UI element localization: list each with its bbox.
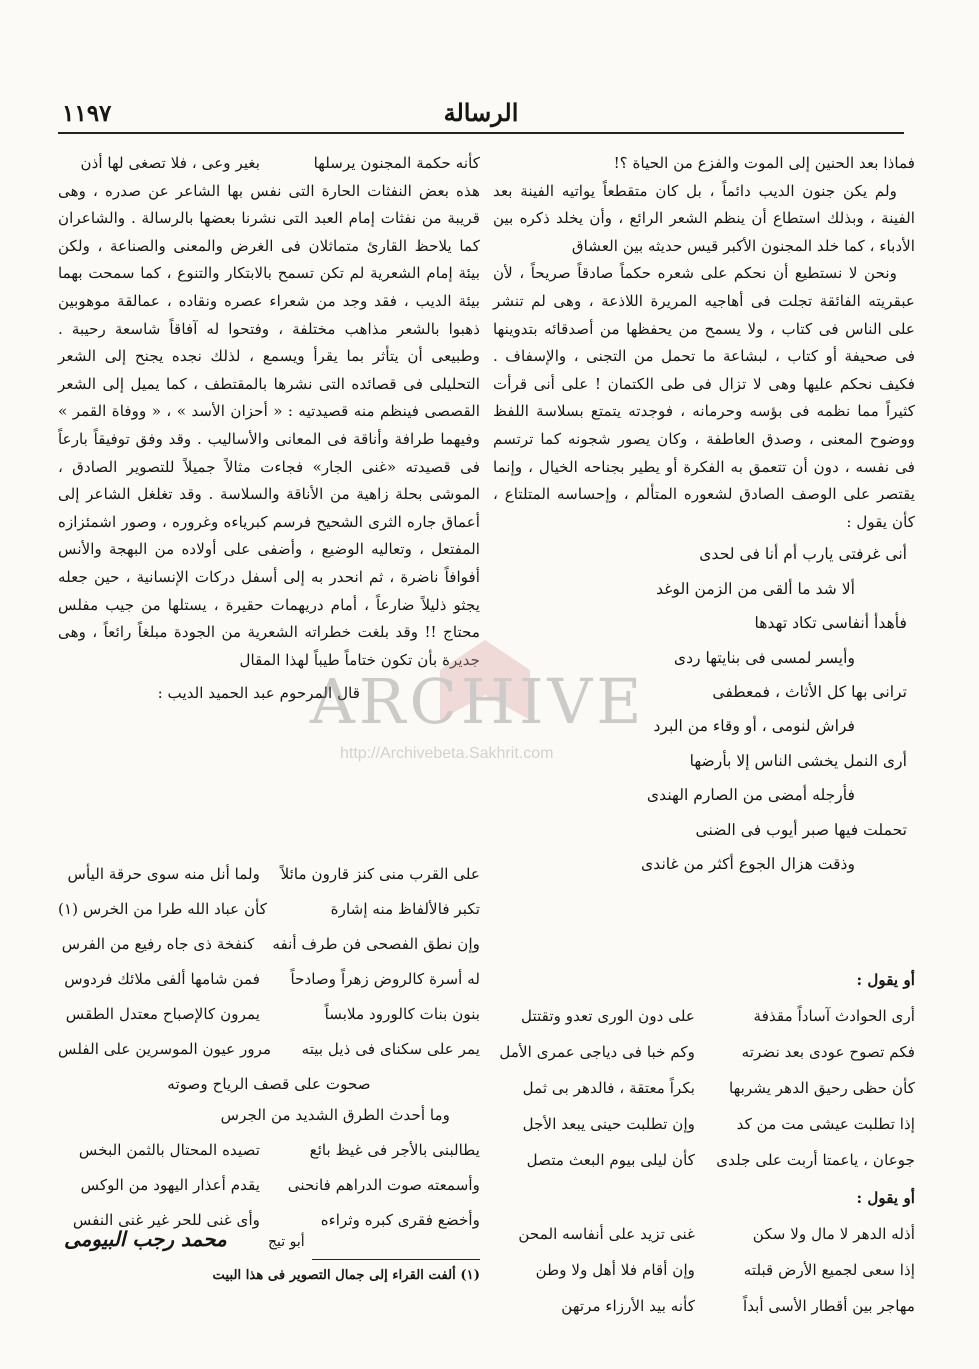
hemistich: تصيده المحتال بالثمن البخس (78, 1141, 260, 1159)
watermark-text: ARCHIVE (310, 665, 646, 738)
magazine-title: الرسالة (443, 98, 519, 127)
poem-intro: قال المرحوم عبد الحميد الديب : (157, 684, 360, 703)
signature-place: أبو تيج (268, 1234, 305, 1250)
paragraph: فماذا بعد الحنين إلى الموت والفزع من الحياة ؟! (613, 154, 915, 172)
hemistich: فكم تصوح عودى بعد نضرته (741, 1043, 915, 1061)
hemistich: يقدم أعذار اليهود من الوكس (80, 1176, 260, 1194)
hemistich: أذله الدهر لا مال ولا سكن (752, 1225, 915, 1243)
verse-line: ألا شد ما ألقى من الزمن الوغد (656, 579, 855, 598)
hemistich: وإن نطق الفصحى فن طرف أنفه (272, 935, 480, 953)
couplet (58, 1170, 480, 1201)
verse-line: وذقت هزال الجوع أكثر من غاندى (641, 854, 855, 873)
couplet (493, 1218, 915, 1250)
hemistich: مرور عيون الموسرين على الفلس (58, 1040, 272, 1058)
hemistich: فمن شامها ألفى ملائك فردوس (64, 970, 260, 988)
couplet (58, 999, 480, 1030)
verse-line: فأرجله أمضى من الصارم الهندى (646, 786, 855, 805)
verse-line: فأهدأ أنفاسى تكاد تهدها (754, 614, 907, 633)
couplet (493, 1254, 915, 1286)
couplet (58, 859, 480, 890)
right-column (493, 150, 915, 882)
verse-line: فراش لنومى ، أو وقاء من البرد (653, 717, 855, 736)
hemistich: يمر على سكناى فى ذيل بيته (301, 1040, 480, 1058)
left-column (58, 150, 480, 710)
hemistich: تكبر فالألفاظ منه إشارة (330, 900, 480, 918)
hemistich: يطالبنى بالأجر فى غيظ بائع (309, 1141, 480, 1159)
page-header (58, 96, 904, 134)
couplet (58, 150, 480, 178)
hemistich: يمرون كالإصباح معتدل الطقس (65, 1005, 260, 1023)
couplet (58, 929, 480, 960)
hemistich: بنون بنات كالورود ملابساً (324, 1005, 480, 1023)
footnote: (١) ألفت القراء إلى جمال التصوير فى هذا البيت (212, 1268, 480, 1283)
verse-line: وأيسر لمسى فى بنايتها ردى (673, 648, 855, 667)
hemistich: مهاجر بين أقطار الأسى أبداً (742, 1297, 915, 1315)
couplet (493, 1108, 915, 1140)
hemistich: كأنه حكمة المجنون يرسلها (313, 154, 480, 172)
hemistich: جوعان ، ياعمتا أربت على جلدى (716, 1151, 915, 1169)
watermark-url: http://Archivebeta.Sakhrit.com (340, 745, 554, 762)
hemistich: وأى غنى للحر غير غنى النفس (72, 1211, 260, 1229)
hemistich: بغير وعى ، فلا تصغى لها أذن (80, 154, 260, 172)
footnote-divider (312, 1259, 480, 1260)
couplet (493, 1290, 915, 1322)
poem-intro: أو يقول : (856, 971, 915, 989)
couplet (58, 1034, 480, 1065)
couplet (58, 894, 480, 925)
couplet (493, 1036, 915, 1068)
verse-line: تحملت فيها صبر أيوب فى الضنى (695, 820, 907, 839)
hemistich: إذا تطلبت عيشى مت من كد (736, 1115, 915, 1133)
paragraph: هذه بعض النفثات الحارة التى نفس بها الشاعر عن صدره ، وهى قريبة من نفثات إمام العبد التى نشرنا بعضها بالرسالة . والشاعران كما يلاحظ القارئ متماثلان فى الغرض والمعنى والصناعة ، ولكن بيئة إمام الشعرية لم تكن تسمح بالابتكار والتنوع ، كما سمحت بهما بيئة الديب ، فقد وجد من شعراء عصره ونقاده ، عمالقة موهوبين ذهبوا بالشعر مذاهب مختلفة ، وفتحوا له آفاقاً شاسعة رحيبة . وطبيعى أن يتأثر بما يقرأ ويسمع ، لذلك نجده يجنح إلى الشعر التحليلى فى قصائده التى نشرها بالمقتطف ، كما يميل إلى الشعر القصصى فينظم منه قصيدتيه : « أحزان الأسد » ، « ووفاة القمر » وفيهما طرافة وأناقة فى المعانى والأساليب . وقد وفق توفيقاً بارعاً فى قصيدته «غنى الجار» فجاءت مثالاً جميلاً للتصوير الصادق ، الموشى بحلة زاهية من الأناقة والسلاسة . وقد تغلغل الشاعر إلى أعماق جاره الثرى الشحيح فرسم كبرياءه وغروره ، وصور اشمئزازه المفتعل ، وتعاليه الوضيع ، وأضفى على أولاده من البهجة والأنس أفوافاً ناضرة ، ثم انحدر به إلى أسفل دركات الإنسانية ، حين جعله يجثو ذليلاً ضارعاً ، أمام دريهمات حقيرة ، يستلها من جيب مفلس محتاج !! وقد بلغت خطراته الشعرية من الجودة مبلغاً رائعاً ، وهى جديرة بأن تكون ختاماً طيباً لهذا المقال (58, 181, 480, 669)
hemistich: على القرب منى كنز قارون مائلاً (280, 865, 480, 883)
hemistich: وأخضع فقرى كبره وثراءه (320, 1211, 480, 1229)
hemistich: أرى الحوادث آساداً مقذفة (753, 1007, 915, 1025)
page-number: ١١٩٧ (62, 100, 112, 127)
verse-line: صحوت على قصف الرياح وصوته (167, 1075, 371, 1093)
couplet (58, 964, 480, 995)
hemistich: وكم خبا فى دياجى عمرى الأمل (499, 1043, 695, 1061)
verse-line: أنى غرفتى يارب أم أنا فى لحدى (699, 545, 907, 564)
hemistich: بكراً معتقة ، فالدهر بى ثمل (522, 1079, 695, 1097)
paragraph: ولم يكن جنون الديب دائماً ، بل كان متقطعاً يواتيه الفينة بعد الفينة ، وبذلك استطاع أن ينظم الشعر الرائع ، وأن يخلد ذكره بين الأدباء ، كما خلد المجنون الأكبر قيس حديثه بين العشاق (493, 181, 915, 255)
paragraph: ونحن لا نستطيع أن نحكم على شعره حكماً صادقاً صريحاً ، لأن عبقريته الفائقة تجلت فى أهاجيه المريرة اللاذعة ، وهى لم تنشر على الناس فى كتاب ، ولا يسمح من يحفظها من أصدقائه بتدوينها فى صحيفة أو كتاب ، لبشاعة ما تحمل من التجنى ، والإسفاف . فكيف نحكم عليها وهى لا تزال فى طى الكتمان ! على أنى قرأت كثيراً مما نظمه فى بؤسه وحرمانه ، فوجدته يتمتع بسلاسة اللفظ ووضوح المعنى ، وصدق العاطفة ، وكان يصور شجونه كما ترتسم فى نفسه ، دون أن تتعمق به الفكرة أو يطير بجناحه الخيال ، وإنما يقتصر على الوصف الصادق لشعوره المتألم ، وإحساسه المتلتاع ، كأن يقول : (493, 264, 915, 531)
verse-line: وما أحدث الطرق الشديد من الجرس (220, 1106, 450, 1124)
author-signature: محمد رجب البيومى (64, 1227, 227, 1251)
couplet (58, 1135, 480, 1166)
poem-verses (493, 538, 915, 880)
hemistich: كأن ليلى بيوم البعث متصل (526, 1151, 695, 1169)
poem-intro: أو يقول : (856, 1189, 915, 1207)
hemistich: إذا سعى لجميع الأرض قبلته (743, 1261, 915, 1279)
couplet (493, 1072, 915, 1104)
hemistich: له أسرة كالروض زهراً وصادحاً (290, 970, 480, 988)
hemistich: ولما أنل منه سوى حرقة اليأس (67, 865, 260, 883)
hemistich: كأن حظى رحيق الدهر يشربها (728, 1079, 915, 1097)
verse-line: أرى النمل يخشى الناس إلا بأرضها (689, 751, 907, 770)
hemistich: كأن عباد الله طرا من الخرس (١) (58, 900, 268, 918)
hemistich: كنفخة ذى جاه رفيع من الفرس (61, 935, 255, 953)
verse-line: ترانى بها كل الأثاث ، فمعطفى (712, 682, 907, 701)
couplet (493, 1144, 915, 1176)
hemistich: وأسمعته صوت الدراهم فانحنى (287, 1176, 480, 1194)
hemistich: كأنه بيد الأرزاء مرتهن (561, 1297, 695, 1315)
hemistich: وإن أقام فلا أهل ولا وطن (535, 1261, 695, 1279)
hemistich: على دون الورى تعدو وتقتتل (521, 1007, 695, 1025)
left-poem-block (58, 855, 480, 1240)
couplet (493, 1000, 915, 1032)
right-poem-block (493, 958, 915, 1326)
hemistich: غنى تزيد على أنفاسه المحن (518, 1225, 695, 1243)
hemistich: وإن تطلبت حينى يبعد الأجل (522, 1115, 695, 1133)
